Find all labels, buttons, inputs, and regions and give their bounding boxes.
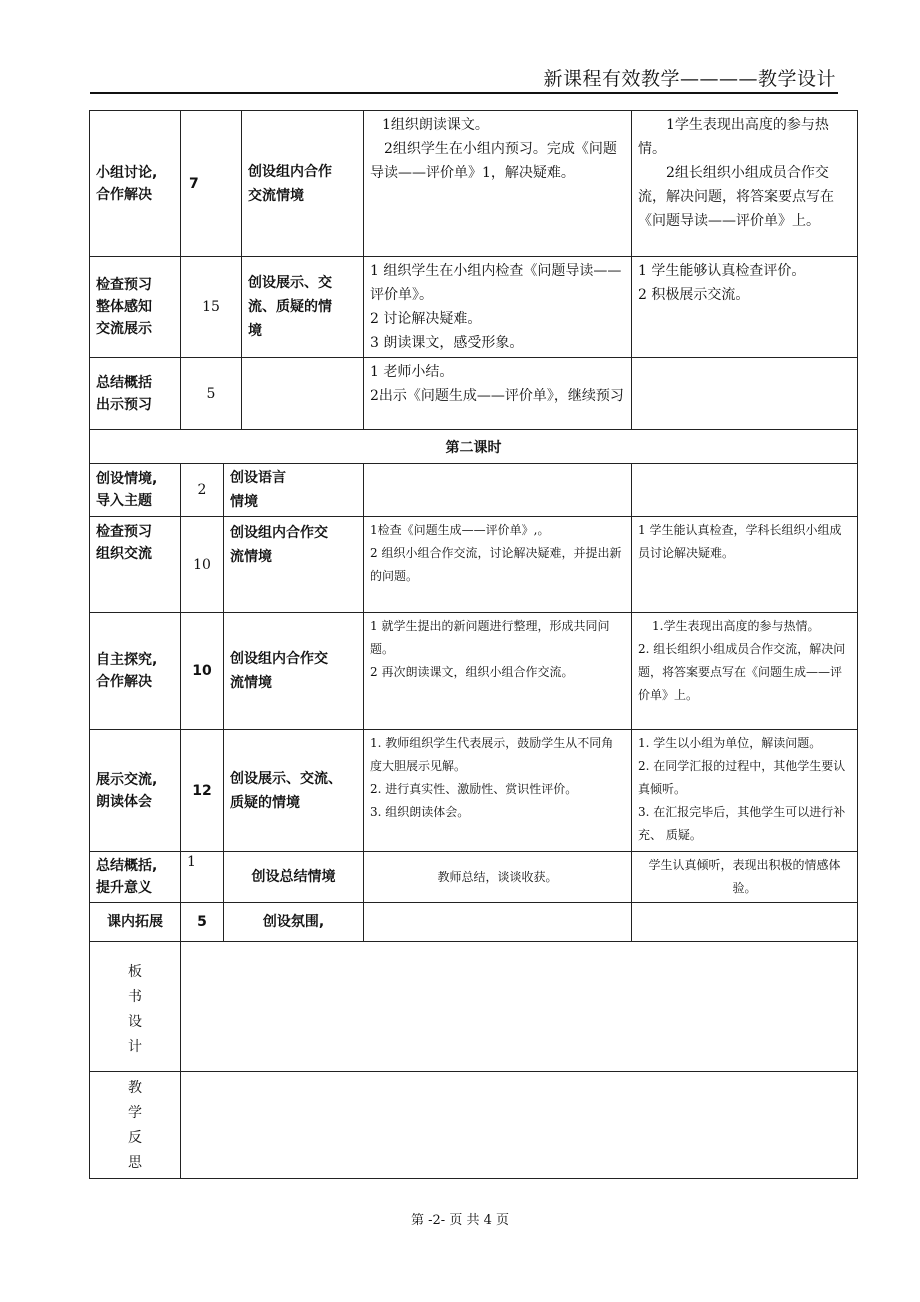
student-activity-cell: [632, 903, 858, 942]
reflection-row: [90, 1072, 858, 1179]
teacher-activity-cell: [364, 903, 632, 942]
time-cell: 5: [181, 903, 224, 942]
stage-cell: 自主探究, 合作解决: [90, 613, 181, 730]
page-number: 第 -2- 页 共 4 页: [411, 1213, 509, 1228]
lesson-two-table: [89, 463, 858, 942]
table-row: [90, 358, 858, 430]
board-design-row: [90, 942, 858, 1072]
table-row: [90, 517, 858, 613]
situation-cell: 创设展示、交 流、质疑的情 境: [242, 257, 364, 358]
teacher-activity-cell: 1 老师小结。 2出示《问题生成——评价单》，继续预习: [364, 358, 632, 430]
table-row: [90, 111, 858, 257]
board-design-content: [181, 942, 858, 1072]
teacher-activity-cell: 1. 教师组织学生代表展示，鼓励学生从不同角度大胆展示见解。 2. 进行真实性、激励性、赏识性评价。 3. 组织朗读体会。: [364, 730, 632, 852]
time-cell: 15: [181, 257, 242, 358]
time-cell: 10: [181, 517, 224, 613]
stage-cell: 总结概括, 提升意义: [90, 852, 181, 903]
stage-cell: 展示交流, 朗读体会: [90, 730, 181, 852]
student-activity-cell: 1学生表现出高度的参与热情。 2组长组织小组成员合作交流，解决问题，将答案要点写在《问题导读——评价单》上。: [632, 111, 858, 257]
student-activity-cell: 学生认真倾听，表现出积极的情感体验。: [632, 852, 858, 903]
lesson-one-table: [89, 110, 858, 464]
student-activity-cell: 1 学生能够认真检查评价。 2 积极展示交流。: [632, 257, 858, 358]
lesson-plan-table: [89, 110, 857, 1179]
stage-cell: 检查预习 组织交流: [90, 517, 181, 613]
situation-cell: 创设氛围,: [224, 903, 364, 942]
page-header-title: 新课程有效教学————教学设计: [543, 68, 836, 90]
table-row: [90, 903, 858, 942]
teacher-activity-cell: 1 组织学生在小组内检查《问题导读——评价单》。 2 讨论解决疑难。 3 朗读课文，感受形象。: [364, 257, 632, 358]
student-activity-cell: 1. 学生以小组为单位，解读问题。 2. 在同学汇报的过程中，其他学生要认真倾听。 3. 在汇报完毕后，其他学生可以进行补充、 质疑。: [632, 730, 858, 852]
teacher-activity-cell: 教师总结，谈谈收获。: [364, 852, 632, 903]
table-row: [90, 464, 858, 517]
time-cell: 7: [181, 111, 242, 257]
situation-cell: 创设组内合作 交流情境: [242, 111, 364, 257]
situation-cell: 创设组内合作交 流情境: [224, 613, 364, 730]
notes-table: [89, 941, 858, 1179]
session-two-title: 第二课时: [90, 430, 858, 464]
student-activity-cell: 1 学生能认真检查，学科长组织小组成员讨论解决疑难。: [632, 517, 858, 613]
time-cell: 5: [181, 358, 242, 430]
teacher-activity-cell: 1检查《问题生成——评价单》,。 2 组织小组合作交流，讨论解决疑难，并提出新的问题。: [364, 517, 632, 613]
stage-cell: 创设情境, 导入主题: [90, 464, 181, 517]
situation-cell: 创设展示、交流、 质疑的情境: [224, 730, 364, 852]
reflection-label: 教 学 反 思: [90, 1072, 181, 1179]
time-cell: 1: [181, 852, 224, 903]
table-row: [90, 613, 858, 730]
situation-cell: [242, 358, 364, 430]
teacher-activity-cell: 1组织朗读课文。 2组织学生在小组内预习。完成《问题导读——评价单》1，解决疑难。: [364, 111, 632, 257]
teacher-activity-cell: [364, 464, 632, 517]
stage-cell: 小组讨论, 合作解决: [90, 111, 181, 257]
reflection-content: [181, 1072, 858, 1179]
teacher-activity-cell: 1 就学生提出的新问题进行整理，形成共同问题。 2 再次朗读课文，组织小组合作交流。: [364, 613, 632, 730]
time-cell: 2: [181, 464, 224, 517]
board-design-label: 板 书 设 计: [90, 942, 181, 1072]
situation-cell: 创设语言 情境: [224, 464, 364, 517]
student-activity-cell: [632, 464, 858, 517]
situation-cell: 创设组内合作交 流情境: [224, 517, 364, 613]
table-row: [90, 852, 858, 903]
stage-cell: 课内拓展: [90, 903, 181, 942]
student-activity-cell: [632, 358, 858, 430]
time-cell: 10: [181, 613, 224, 730]
header-rule: [90, 92, 838, 94]
table-row: [90, 730, 858, 852]
table-row: [90, 257, 858, 358]
time-cell: 12: [181, 730, 224, 852]
student-activity-cell: 1.学生表现出高度的参与热情。 2. 组长组织小组成员合作交流，解决问题，将答案要点写在《问题生成——评价单》上。: [632, 613, 858, 730]
stage-cell: 检查预习 整体感知 交流展示: [90, 257, 181, 358]
stage-cell: 总结概括 出示预习: [90, 358, 181, 430]
session-header-row: [90, 430, 858, 464]
situation-cell: 创设总结情境: [224, 852, 364, 903]
